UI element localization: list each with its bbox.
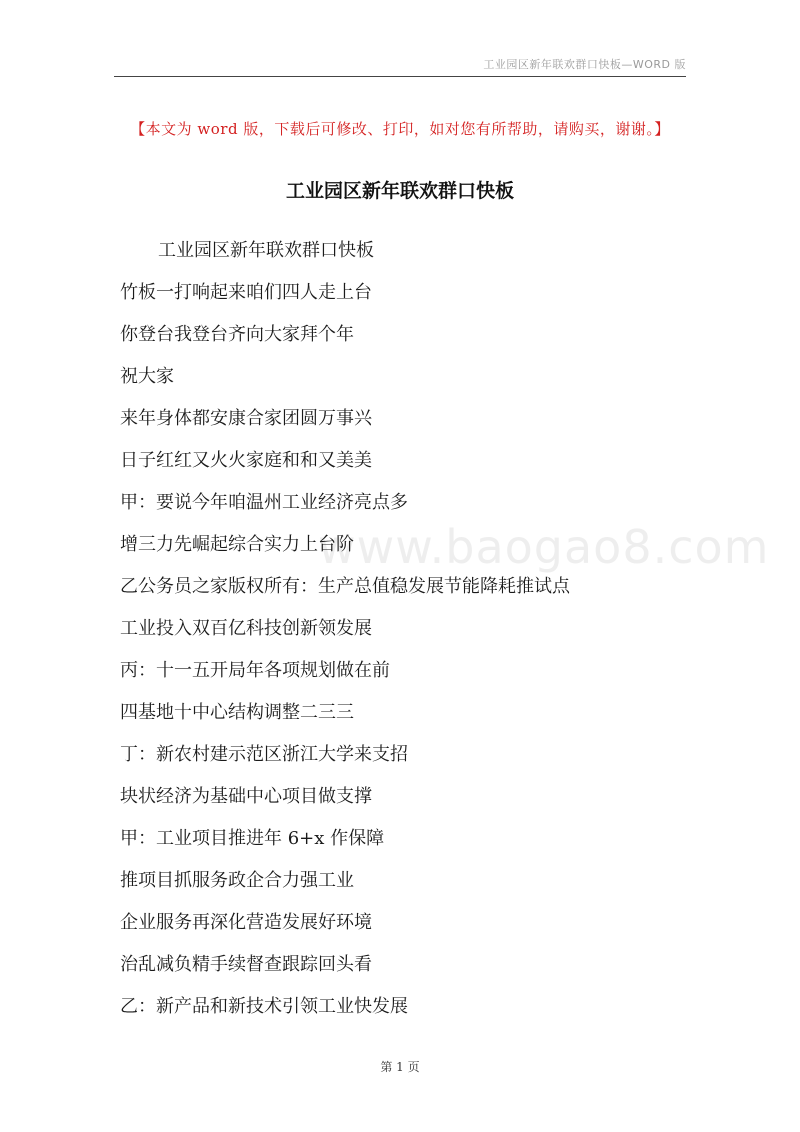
purchase-notice: 【本文为 word 版，下载后可修改、打印，如对您有所帮助，请购买，谢谢。】	[130, 120, 670, 138]
paragraph-line: 你登台我登台齐向大家拜个年	[120, 324, 354, 345]
paragraph-line: 四基地十中心结构调整二三三	[120, 702, 354, 723]
paragraph-line: 祝大家	[120, 366, 174, 387]
paragraph-line: 治乱减负精手续督查跟踪回头看	[120, 954, 372, 975]
paragraph-line: 丁：新农村建示范区浙江大学来支招	[120, 744, 408, 765]
paragraph-line: 乙：新产品和新技术引领工业快发展	[120, 996, 408, 1017]
paragraph-line: 来年身体都安康合家团圆万事兴	[120, 408, 372, 429]
paragraph-line: 企业服务再深化营造发展好环境	[120, 912, 372, 933]
paragraph-line: 块状经济为基础中心项目做支撑	[120, 786, 372, 807]
paragraph-line: 甲：工业项目推进年 6+x 作保障	[120, 828, 385, 849]
paragraph-line: 工业投入双百亿科技创新领发展	[120, 618, 372, 639]
paragraph-line: 丙：十一五开局年各项规划做在前	[120, 660, 390, 681]
paragraph-line: 竹板一打响起来咱们四人走上台	[120, 282, 372, 303]
document-title: 工业园区新年联欢群口快板	[285, 180, 514, 202]
paragraph-line: 乙公务员之家版权所有：生产总值稳发展节能降耗推试点	[120, 576, 570, 597]
paragraph-line: 甲：要说今年咱温州工业经济亮点多	[120, 492, 408, 513]
body-text	[120, 236, 700, 1034]
paragraph-line: 日子红红又火火家庭和和又美美	[120, 450, 372, 471]
paragraph-line: 推项目抓服务政企合力强工业	[120, 870, 354, 891]
running-header: 工业园区新年联欢群口快板—WORD 版	[483, 58, 686, 71]
paragraph-line: 增三力先崛起综合实力上台阶	[120, 534, 354, 555]
page-number: 第 1 页	[380, 1060, 420, 1074]
paragraph-line: 工业园区新年联欢群口快板	[158, 240, 374, 261]
header-divider	[114, 76, 686, 77]
watermark: www.baogao8.com	[318, 520, 770, 574]
